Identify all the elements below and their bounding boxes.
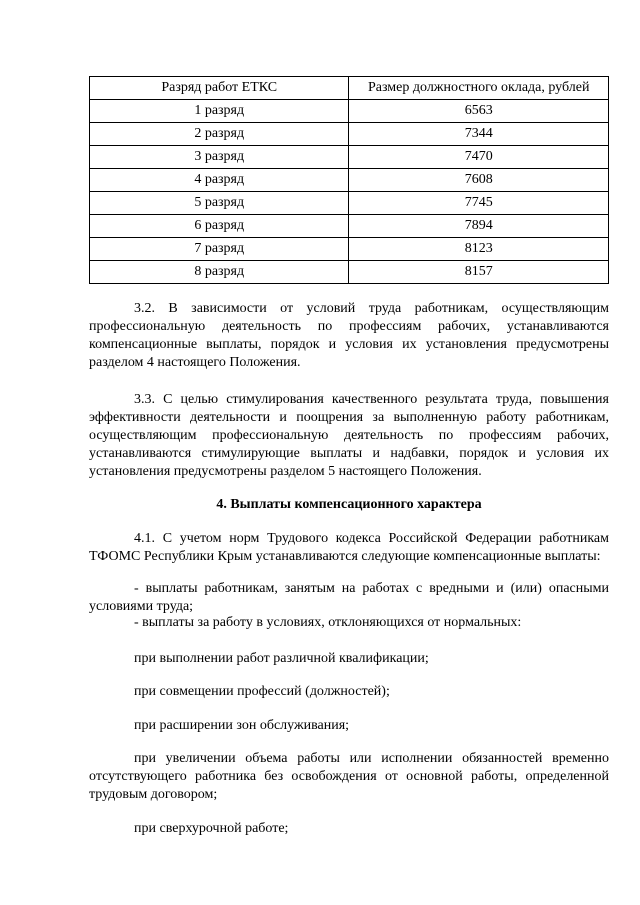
table-cell-salary: 7470 (349, 146, 609, 169)
table-cell-grade: 5 разряд (90, 192, 349, 215)
table-cell-salary: 6563 (349, 100, 609, 123)
table-cell-salary: 7608 (349, 169, 609, 192)
bullet-hazardous-work: - выплаты работникам, занятым на работах с вредными и (или) опасными условиями труда; (89, 581, 609, 614)
table-cell-grade: 4 разряд (90, 169, 349, 192)
item-overtime: при сверхурочной работе; (134, 821, 289, 836)
bullet-abnormal-conditions: - выплаты за работу в условиях, отклоняющихся от нормальных: (134, 615, 522, 630)
table-header-grade: Разряд работ ЕТКС (90, 77, 349, 100)
table-row (90, 261, 609, 284)
table-cell-grade: 2 разряд (90, 123, 349, 146)
table-row (90, 146, 609, 169)
item-different-qualification: при выполнении работ различной квалификации; (134, 651, 429, 666)
table-row (90, 192, 609, 215)
table-cell-salary: 7745 (349, 192, 609, 215)
table-header-salary: Размер должностного оклада, рублей (349, 77, 609, 100)
item-increased-workload: при увеличении объема работы или исполнении обязанностей временно отсутствующего работника без освобождения от основной работы, определенной трудовым договором; (89, 751, 609, 802)
table-cell-salary: 7894 (349, 215, 609, 238)
paragraph-3-2: 3.2. В зависимости от условий труда работникам, осуществляющим профессиональную деятельность по профессиям рабочих, устанавливаются компенсационные выплаты, порядок и условия их установления предусмотрены разделом 4 настоящего Положения. (89, 301, 609, 370)
salary-table (89, 76, 609, 284)
table-cell-grade: 6 разряд (90, 215, 349, 238)
table-cell-grade: 1 разряд (90, 100, 349, 123)
table-cell-salary: 7344 (349, 123, 609, 146)
paragraph-3-3: 3.3. С целью стимулирования качественного результата труда, повышения эффективности деятельности и поощрения за выполненную работу работникам, осуществляющим профессиональную деятельность по профессиям рабочих, устанавливаются стимулирующие выплаты и надбавки, порядок и условия их установления предусмотрены разделом 5 настоящего Положения. (89, 392, 609, 479)
paragraph-4-1: 4.1. С учетом норм Трудового кодекса Российской Федерации работникам ТФОМС Республики Крым устанавливаются следующие компенсационные выплаты: (89, 531, 609, 564)
table-cell-grade: 3 разряд (90, 146, 349, 169)
table-row (90, 215, 609, 238)
table-cell-salary: 8157 (349, 261, 609, 284)
section-4-heading: 4. Выплаты компенсационного характера (216, 497, 482, 512)
table-row (90, 123, 609, 146)
item-service-zone-expansion: при расширении зон обслуживания; (134, 718, 350, 733)
table-cell-grade: 7 разряд (90, 238, 349, 261)
item-combining-professions: при совмещении профессий (должностей); (134, 684, 390, 699)
table-header-row (90, 77, 609, 100)
table-row (90, 169, 609, 192)
table-cell-grade: 8 разряд (90, 261, 349, 284)
table-cell-salary: 8123 (349, 238, 609, 261)
table-row (90, 100, 609, 123)
table-row (90, 238, 609, 261)
